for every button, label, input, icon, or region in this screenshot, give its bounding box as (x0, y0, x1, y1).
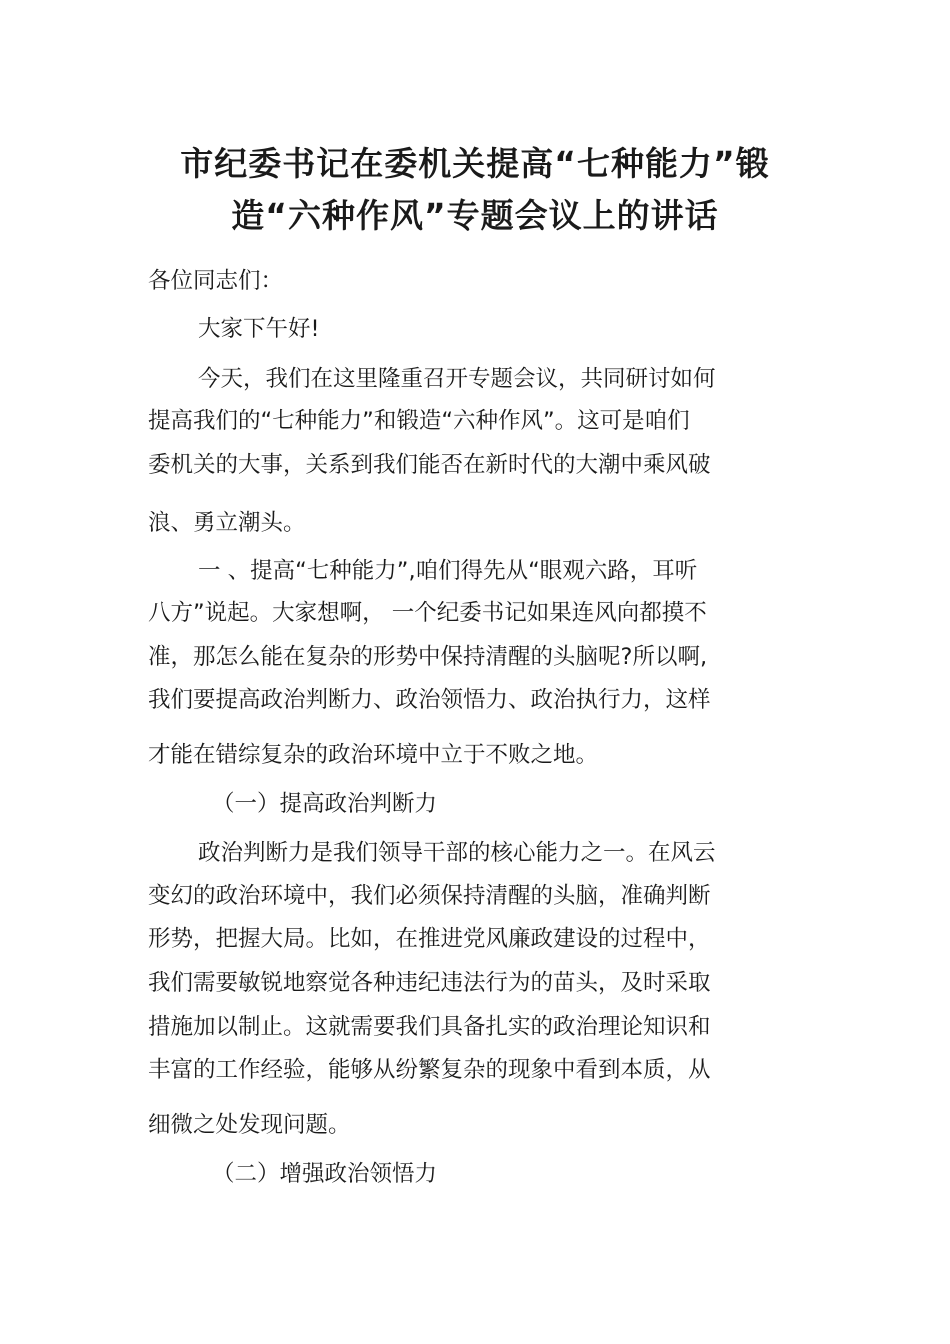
title-line-2: 造“六种作风”专题会议上的讲话 (231, 196, 719, 235)
paragraph-3-line: 形势，把握大局。比如，在推进党风廉政建设的过程中， (148, 926, 711, 952)
section-heading-1: （一）提高政治判断力 (212, 791, 438, 817)
paragraph-1-line: 委机关的大事，关系到我们能否在新时代的大潮中乘风破 (148, 452, 711, 478)
paragraph-2-line: 一 、提高“七种能力”,咱们得先从“眼观六路，耳听 (198, 558, 698, 584)
paragraph-3-line: 政治判断力是我们领导干部的核心能力之一。在风云 (198, 840, 716, 866)
paragraph-1-line: 今天，我们在这里隆重召开专题会议，共同研讨如何 (198, 366, 716, 392)
paragraph-3-line: 丰富的工作经验，能够从纷繁复杂的现象中看到本质，从 (148, 1057, 711, 1083)
title-line-1: 市纪委书记在委机关提高“七种能力”锻 (180, 144, 770, 183)
paragraph-3-line: 变幻的政治环境中，我们必须保持清醒的头脑，准确判断 (148, 883, 711, 909)
paragraph-3-line: 细微之处发现问题。 (148, 1112, 351, 1138)
paragraph-3-line: 措施加以制止。这就需要我们具备扎实的政治理论知识和 (148, 1014, 711, 1040)
paragraph-3-line: 我们需要敏锐地察觉各种违纪违法行为的苗头，及时采取 (148, 970, 711, 996)
paragraph-1-line: 提高我们的“七种能力”和锻造“六种作风”。这可是咱们 (148, 408, 690, 434)
paragraph-1-line: 浪、勇立潮头。 (148, 510, 306, 536)
salutation: 各位同志们： (148, 268, 284, 294)
greeting: 大家下午好! (198, 316, 320, 342)
paragraph-2-line: 我们要提高政治判断力、政治领悟力、政治执行力，这样 (148, 687, 711, 713)
paragraph-2-line: 八方”说起。大家想啊， 一个纪委书记如果连风向都摸不 (148, 600, 707, 626)
section-heading-2: （二）增强政治领悟力 (212, 1161, 438, 1187)
paragraph-2-line: 准，那怎么能在复杂的形势中保持清醒的头脑呢?所以啊, (148, 644, 708, 670)
paragraph-2-line: 才能在错综复杂的政治环境中立于不败之地。 (148, 742, 599, 768)
